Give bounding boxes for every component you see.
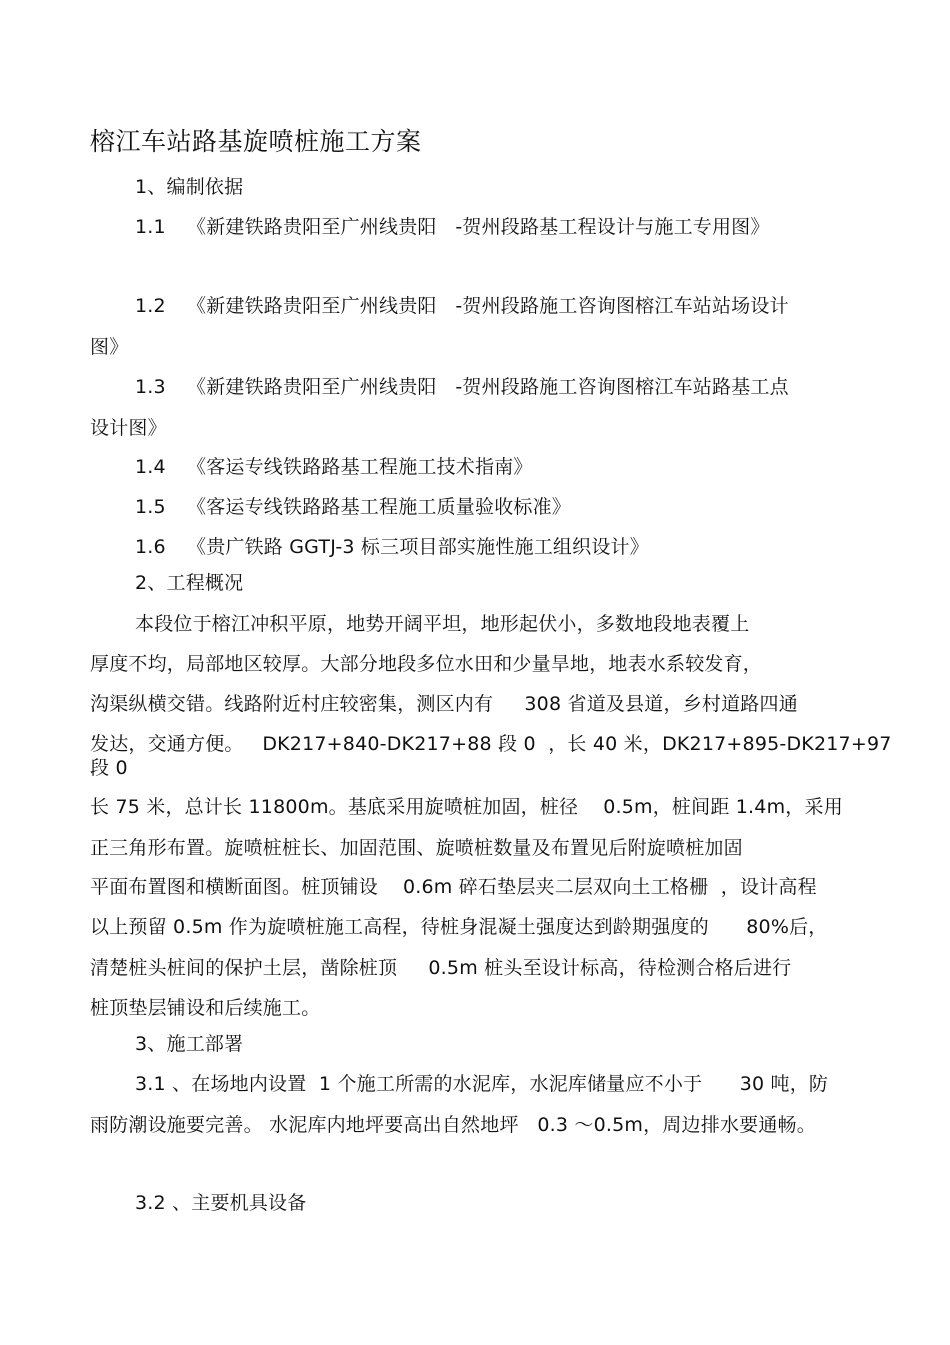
reference-number: 1.3 — [135, 376, 166, 398]
reference-continuation: 设计图》 — [90, 417, 167, 439]
reference-text: 《新建铁路贵阳至广州线贵阳 -贺州段路施工咨询图榕江车站站场设计 — [187, 295, 789, 317]
paragraph-line: 以上预留 0.5m 作为旋喷桩施工高程，待桩身混凝土强度达到龄期强度的 80%后， — [90, 916, 828, 938]
reference-item — [135, 495, 571, 519]
section-1-heading: 1、编制依据 — [135, 176, 244, 198]
reference-number: 1.2 — [135, 295, 166, 317]
subsection-heading: 3.2 、主要机具设备 — [135, 1192, 307, 1214]
paragraph-line: 正三角形布置。旋喷桩桩长、加固范围、旋喷桩数量及布置见后附旋喷桩加固 — [90, 837, 743, 859]
reference-text: 《客运专线铁路路基工程施工质量验收标准》 — [187, 496, 572, 518]
paragraph-line: 平面布置图和横断面图。桩顶铺设 0.6m 碎石垫层夹二层双向土工格栅 ，设计高程 — [90, 876, 817, 898]
document-title: 榕江车站路基旋喷桩施工方案 — [90, 127, 422, 156]
reference-text: 《客运专线铁路路基工程施工技术指南》 — [187, 456, 533, 478]
reference-text: 《贵广铁路 GGTJ-3 标三项目部实施性施工组织设计》 — [187, 536, 649, 558]
reference-text: 《新建铁路贵阳至广州线贵阳 -贺州段路施工咨询图榕江车站路基工点 — [187, 376, 789, 398]
reference-item — [135, 294, 789, 318]
reference-item — [135, 455, 533, 479]
paragraph-line: 本段位于榕江冲积平原，地势开阔平坦，地形起伏小，多数地段地表覆上 — [135, 613, 750, 635]
section-2-heading: 2、工程概况 — [135, 572, 244, 594]
reference-number: 1.6 — [135, 536, 166, 558]
reference-number: 1.4 — [135, 456, 166, 478]
reference-number: 1.1 — [135, 216, 166, 238]
reference-item — [135, 215, 770, 239]
reference-item — [135, 375, 789, 399]
paragraph-line: 段 0 — [90, 757, 128, 779]
paragraph-line: 长 75 米，总计长 11800m。基底采用旋喷桩加固，桩径 0.5m，桩间距 1.4m，采用 — [90, 796, 843, 818]
reference-continuation: 图》 — [90, 336, 129, 358]
section-3-heading: 3、施工部署 — [135, 1033, 244, 1055]
paragraph-line: 沟渠纵横交错。线路附近村庄较密集，测区内有 308 省道及县道，乡村道路四通 — [90, 693, 798, 715]
reference-number: 1.5 — [135, 496, 166, 518]
paragraph-line: 厚度不均，局部地区较厚。大部分地段多位水田和少量旱地，地表水系较发育， — [90, 653, 763, 675]
paragraph-line: 雨防潮设施要完善。 水泥库内地坪要高出自然地坪 0.3 ～0.5m，周边排水要通畅。 — [90, 1114, 816, 1136]
paragraph-line: 桩顶垫层铺设和后续施工。 — [90, 997, 321, 1019]
paragraph-line: 清楚桩头桩间的保护土层，凿除桩顶 0.5m 桩头至设计标高，待检测合格后进行 — [90, 957, 792, 979]
reference-text: 《新建铁路贵阳至广州线贵阳 -贺州段路基工程设计与施工专用图》 — [187, 216, 770, 238]
reference-item — [135, 535, 649, 559]
paragraph-line: 3.1 、在场地内设置 1 个施工所需的水泥库，水泥库储量应不小于 30 吨，防 — [135, 1073, 829, 1095]
paragraph-line: 发达，交通方便。 DK217+840-DK217+88 段 0 ，长 40 米，DK217+895-DK217+97 — [90, 733, 892, 755]
